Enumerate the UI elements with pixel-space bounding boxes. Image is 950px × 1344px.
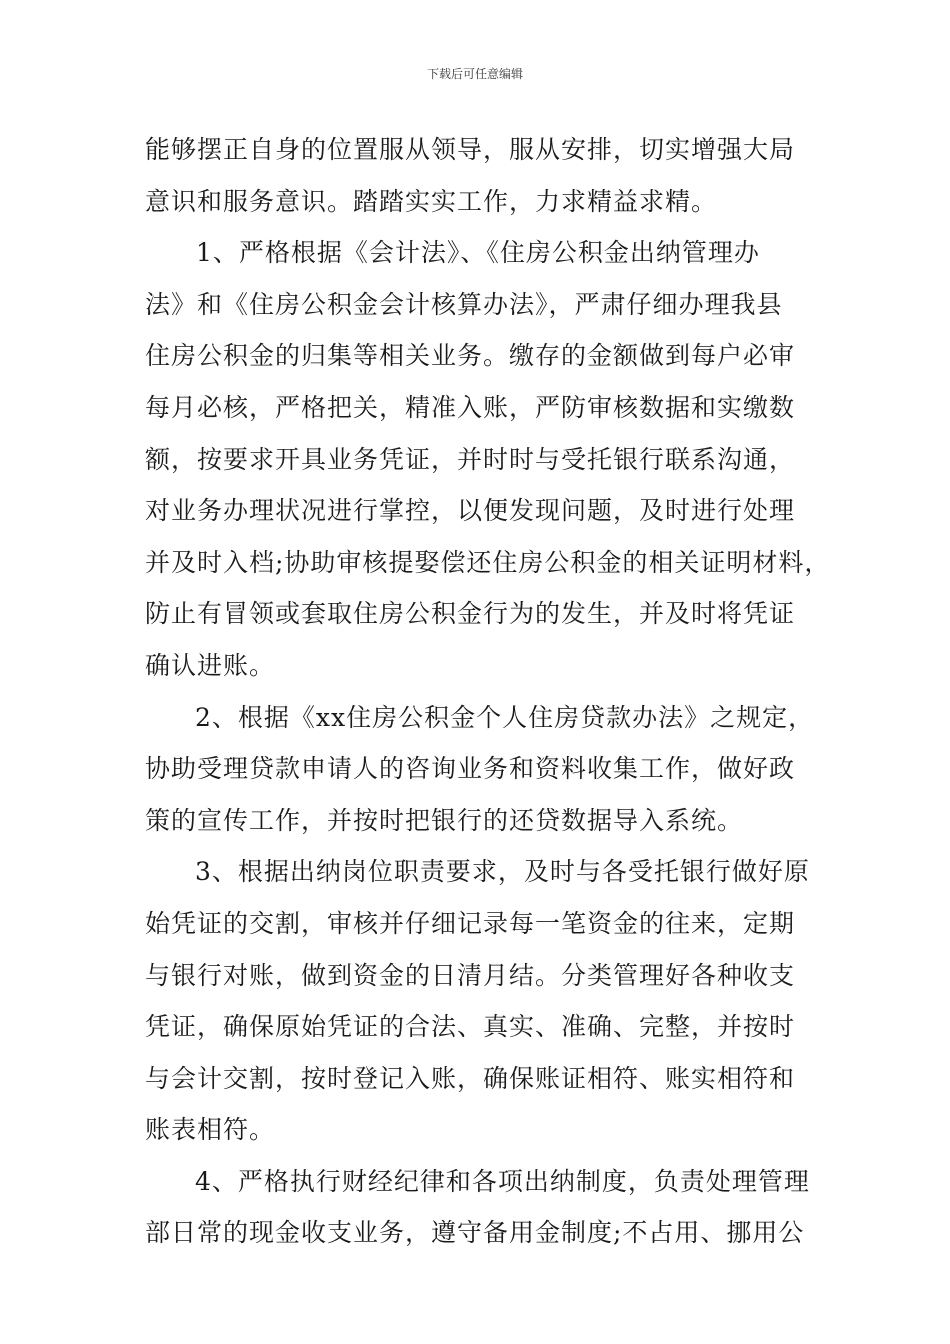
text-line: 协助受理贷款申请人的咨询业务和资料收集工作，做好政 xyxy=(145,754,796,784)
document-body xyxy=(145,124,831,1259)
page-header: 下载后可任意编辑 xyxy=(426,67,523,81)
text-line: 能够摆正自身的位置服从领导，服从安排，切实增强大局 xyxy=(145,135,796,164)
text-line: 策的宣传工作，并按时把银行的还贷数据导入系统。 xyxy=(145,805,744,835)
text-line: 并及时入档;协助审核提娶偿还住房公积金的相关证明材料， xyxy=(145,547,831,577)
paragraph-intro xyxy=(145,124,815,227)
text-line: 3、根据出纳岗位职责要求，及时与各受托银行做好原 xyxy=(195,857,810,887)
text-line: 意识和服务意识。踏踏实实工作，力求精益求精。 xyxy=(145,186,718,216)
text-line: 2、根据《xx住房公积金个人住房贷款办法》之规定， xyxy=(195,702,815,732)
text-line: 对业务办理状况进行掌控，以便发现问题，及时进行处理 xyxy=(145,496,796,526)
text-line: 与银行对账，做到资金的日清月结。分类管理好各种收支 xyxy=(145,960,796,990)
paragraph-item-3 xyxy=(145,846,815,1156)
text-line: 防止有冒领或套取住房公积金行为的发生，并及时将凭证 xyxy=(145,599,796,629)
text-line: 1、严格根据《会计法》、《住房公积金出纳管理办 xyxy=(196,238,760,268)
text-line: 住房公积金的归集等相关业务。缴存的金额做到每户必审 xyxy=(145,341,796,371)
text-line: 与会计交割，按时登记入账，确保账证相符、账实相符和 xyxy=(145,1063,796,1093)
text-line: 确认进账。 xyxy=(145,650,276,680)
text-line: 始凭证的交割，审核并仔细记录每一笔资金的往来，定期 xyxy=(145,908,796,938)
text-line: 法》和《住房公积金会计核算办法》，严肃仔细办理我县 xyxy=(145,289,783,319)
text-line: 部日常的现金收支业务，遵守备用金制度;不占用、挪用公 xyxy=(145,1218,805,1248)
text-line: 账表相符。 xyxy=(145,1115,276,1145)
text-line: 4、严格执行财经纪律和各项出纳制度，负责处理管理 xyxy=(195,1166,810,1196)
paragraph-item-4 xyxy=(145,1156,815,1259)
text-line: 额，按要求开具业务凭证，并时时与受托银行联系沟通， xyxy=(145,444,796,474)
text-line: 每月必核，严格把关，精准入账，严防审核数据和实缴数 xyxy=(145,392,796,422)
paragraph-item-2 xyxy=(145,692,815,847)
text-line: 凭证，确保原始凭证的合法、真实、准确、完整，并按时 xyxy=(145,1012,796,1042)
paragraph-item-1 xyxy=(145,227,831,691)
